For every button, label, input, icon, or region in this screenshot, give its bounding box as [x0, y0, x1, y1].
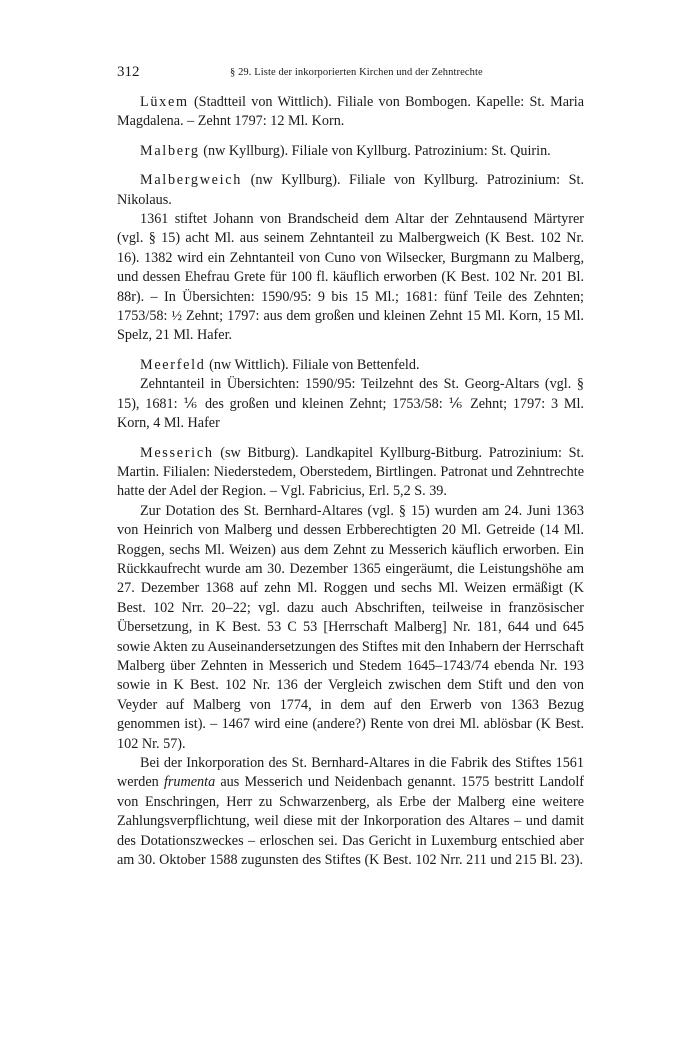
text-run: Zur Dotation des St. Bernhard-Altares (vgl. § 15) wurden am 24. Juni 1363 von Heinrich von Malberg und dessen Erbberechtigten 20 Ml. Getreide (14 Ml. Roggen, sechs Ml. Weizen) aus dem Zehnt zu Messerich käuflich erworben. Ein Rückkaufrecht wurde am 30. Dezember 1365 eingeräumt, die Leistungshöhe am 27. Dezember 1368 auf zehn Ml. Roggen und sechs Ml. Weizen ermäßigt (K Best. 102 Nrr. 20–22; vgl. dazu auch Abschriften, teilweise in französischer Übersetzung, in K Best. 53 C 53 [Herrschaft Malberg] Nr. 181, 644 und 645 sowie Akten zu Auseinandersetzungen des Stiftes mit den Inhabern der Herrschaft Malberg über Zehnten in Messerich und Stedem 1645–1743/74 ebenda Nr. 193 sowie in K Best. 102 Nr. 136 der Vergleich zwischen dem Stift und den von Veyder auf Malberg von 1774, in dem auf den Erwerb von 1363 Bezug genommen ist). – 1467 wird eine (andere?) Rente von drei Ml. ablösbar (K Best. 102 Nr. 57).	[117, 502, 584, 752]
paragraph-luexem	[117, 93, 584, 132]
running-head: § 29. Liste der inkorporierten Kirchen und der Zehntrechte	[230, 67, 483, 78]
entry-heading: Messerich	[140, 444, 214, 461]
body-text	[117, 93, 584, 870]
paragraph-meerfeld-2	[117, 375, 584, 433]
text-run: Zehntanteil in Übersichten: 1590/95: Teilzehnt des St. Georg-Altars (vgl. § 15), 1681:	[117, 376, 584, 412]
page	[117, 64, 584, 870]
text-run: (sw Bitburg). Landkapitel Kyllburg-Bitburg. Patrozinium: St. Martin. Filialen: Niederstedem, Oberstedem, Birtlingen. Patronat und Zehntrechte hatte der Adel der Region. – Vgl. Fabricius, Erl. 5,2 S. 39.	[117, 444, 584, 500]
entry-heading: Meerfeld	[140, 356, 206, 373]
paragraph-malbergweich	[117, 171, 584, 210]
fraction: ⅙	[183, 396, 200, 412]
text-run: (nw Kyllburg). Filiale von Kyllburg. Patrozinium: St. Quirin.	[199, 142, 551, 159]
text-run: des großen und kleinen Zehnt; 1753/58:	[199, 395, 449, 412]
italic-term: frumenta	[163, 774, 216, 791]
entry-heading: Lüxem	[140, 94, 189, 110]
fraction: ½	[171, 309, 182, 325]
paragraph-malberg	[117, 142, 584, 161]
text-run: (Stadtteil von Wittlich). Filiale von Bombogen. Kapelle: St. Maria Magdalena. – Zehnt 1797: 12 Ml. Korn.	[117, 94, 584, 130]
paragraph-meerfeld	[117, 356, 584, 375]
paragraph-messerich-2	[117, 502, 584, 754]
text-run: (nw Kyllburg). Filiale von Kyllburg. Patrozinium: St. Nikolaus.	[117, 172, 584, 208]
paragraph-messerich	[117, 444, 584, 502]
page-header	[117, 64, 584, 86]
text-run: aus Messerich und Neidenbach genannt. 1575 bestritt Landolf von Enschringen, Herr zu Schwarzenberg, als Erbe der Malberg eine weitere Zahlungsverpflichtung, weil diese mit der Inkorporation des Altares – und damit des Dotationszweckes – erloschen sei. Das Gericht in Luxemburg entschied aber am 30. Oktober 1588 zugunsten des Stiftes (K Best. 102 Nrr. 211 und 215 Bl. 23).	[117, 774, 584, 869]
fraction: ⅙	[448, 396, 465, 412]
text-run: Bei der Inkorporation des St. Bernhard-Altares in die Fabrik des Stiftes 1561 werden	[117, 755, 584, 791]
text-run: Zehnt; 1797: 3 Ml. Korn, 4 Ml. Hafer	[117, 395, 584, 432]
page-number: 312	[117, 64, 140, 80]
text-run: Zehnt; 1797: aus dem großen und kleinen Zehnt 15 Ml. Korn, 15 Ml. Spelz, 21 Ml. Hafer.	[117, 308, 584, 344]
text-run: (nw Wittlich). Filiale von Bettenfeld.	[205, 356, 420, 373]
paragraph-malbergweich-2	[117, 210, 584, 346]
text-run: 1361 stiftet Johann von Brandscheid dem Altar der Zehntausend Märtyrer (vgl. § 15) acht Ml. aus seinem Zehntanteil zu Malbergweich (K Best. 102 Nr. 16). 1382 wird ein Zehntanteil von Cuno von Wilsecker, Burgmann zu Malberg, und dessen Ehefrau Grete für 100 fl. käuflich erworben (K Best. 102 Nr. 201 Bl. 88r). – In Übersichten: 1590/95: 9 bis 15 Ml.; 1681: fünf Teile des Zehnten; 1753/58:	[117, 211, 584, 325]
entry-heading: Malberg	[140, 142, 200, 159]
entry-heading: Malbergweich	[140, 172, 243, 189]
paragraph-messerich-3	[117, 754, 584, 870]
